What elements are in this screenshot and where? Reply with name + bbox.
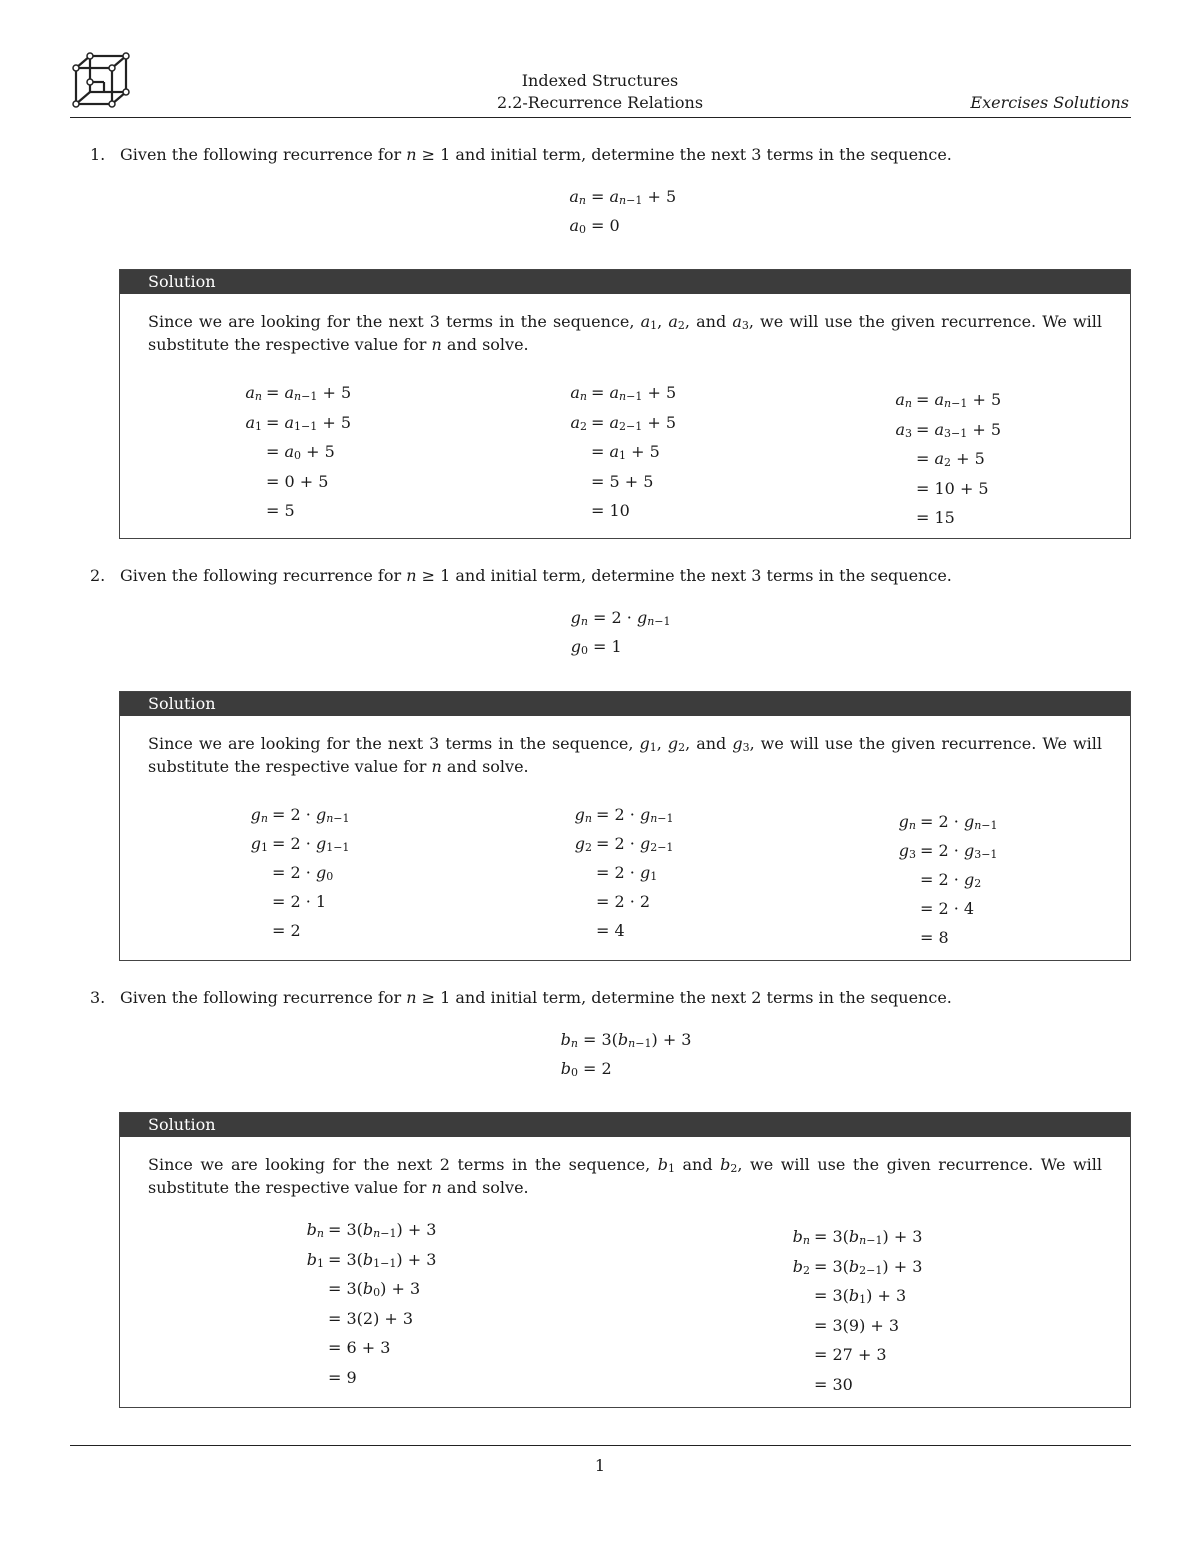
solution-column-1 [280,1215,436,1392]
equation-line [862,807,998,836]
equation-lhs: $a_n$ [245,383,262,403]
equation-lhs [858,474,912,504]
equation-lhs: $g_n$ [250,805,268,825]
equation-lhs [538,887,592,916]
equation-line [214,887,350,916]
solution-text: Since we are looking for the next 3 terms in the sequence, $a_1$, $a_2$, and $a_3$, we will use the given recurrence. We will substitute the respective value for n and solve. [148,312,1103,354]
solution-column-3 [858,385,1001,533]
header-right: Exercises Solutions [970,93,1129,112]
equation-lhs: $b_n$ [306,1220,324,1240]
equation-line [538,858,674,887]
equation-rhs: = $2 \cdot g_0$ [272,863,334,883]
equation-rhs: = $a_{n-1} + 5$ [591,187,677,207]
equation-rhs: = 0 [591,216,620,235]
equation-rhs: = $2 \cdot g_{n-1}$ [593,608,671,628]
solution-column-2 [538,800,674,945]
equation-line [520,1054,691,1083]
solution-column-2 [533,378,676,526]
equation-rhs: = $a_{2-1} + 5$ [591,412,677,433]
equation-rhs: = $3(b_0) + 3$ [328,1279,421,1299]
equation-rhs: = $a_{1-1} + 5$ [266,412,352,433]
equation-rhs: = $3(b_1) + 3$ [814,1286,907,1306]
equation-lhs: $a_1$ [245,412,262,433]
equation-lhs: $g_n$ [898,812,916,832]
equation-lhs: $g_n$ [574,805,592,825]
equation-lhs [533,467,587,497]
equation-lhs: $b_1$ [306,1249,324,1270]
equation-line [858,474,1001,504]
equation-line [280,1274,436,1304]
equation-rhs: = $2 \cdot g_1$ [596,863,658,883]
equation-line [538,916,674,945]
equation-rhs: = 2 · 4 [920,899,975,918]
equation-rhs: = $3(b_{n-1}) + 3$ [583,1030,692,1050]
equation-line [280,1245,436,1275]
equation-lhs [214,916,268,945]
equation-line [766,1222,922,1252]
equation-rhs: = $a_2 + 5$ [916,449,985,469]
equation-rhs: = $3(b_{1-1}) + 3$ [328,1249,437,1270]
equation-rhs: = $a_0 + 5$ [266,442,335,462]
page-number: 1 [594,1456,606,1475]
equation-line [862,836,998,865]
equation-lhs [280,1304,324,1334]
equation-lhs [766,1340,810,1370]
equation-lhs: $a_n$ [895,390,912,410]
equation-rhs: = $a_{n-1} + 5$ [591,383,677,403]
equation-line [858,415,1001,445]
problem-3-solution-box [119,1112,1131,1408]
equation-line [766,1281,922,1311]
cube-logo-icon [72,52,130,110]
header-title: Indexed Structures [521,71,679,90]
equation-rhs: = 5 [266,501,295,520]
equation-rhs: = 3(9) + 3 [814,1315,900,1335]
equation-rhs: = 2 [583,1059,612,1078]
equation-lhs: $a_0$ [569,216,586,236]
header-subtitle: 2.2-Recurrence Relations [496,93,704,112]
equation-rhs: = $a_1 + 5$ [591,442,660,462]
equation-lhs [766,1370,810,1400]
problem-1-solution-box [119,269,1131,539]
equation-line [858,444,1001,474]
equation-rhs: = $a_{3-1} + 5$ [916,419,1002,440]
equation-line [766,1311,922,1341]
equation-line [766,1340,922,1370]
equation-rhs: = 8 [920,928,949,947]
equation-lhs [538,858,592,887]
equation-rhs: = 10 [591,501,630,520]
equation-line [862,865,998,894]
equation-lhs [862,923,916,952]
equation-line [533,408,676,438]
equation-lhs [862,865,916,894]
equation-line [214,829,350,858]
equation-line [208,467,351,497]
equation-rhs: = 2 · 2 [596,892,651,911]
equation-lhs [858,444,912,474]
equation-rhs: = 15 [916,508,955,527]
equation-line [766,1370,922,1400]
equation-line [533,378,676,408]
equation-line [214,858,350,887]
equation-lhs: $a_3$ [895,419,912,440]
equation-lhs [280,1333,324,1363]
equation-line [520,1025,691,1054]
equation-line [530,632,671,661]
solution-label: Solution [120,1113,1130,1137]
equation-line [858,503,1001,533]
equation-rhs: = $2 \cdot g_{n-1}$ [920,812,998,832]
problem-3-given [520,1025,691,1083]
equation-line [538,829,674,858]
problem-1-prompt: 1. Given the following recurrence for n ≥ 1 and initial term, determine the next 3 terms in the sequence. [90,145,952,164]
equation-rhs: = 5 + 5 [591,471,654,491]
equation-line [280,1363,436,1393]
equation-line [766,1252,922,1282]
equation-lhs [208,437,262,467]
equation-rhs: = 27 + 3 [814,1345,887,1364]
solution-text: Since we are looking for the next 2 terms in the sequence, $b_1$ and $b_2$, we will use the given recurrence. We will substitute the respective value for n and solve. [148,1155,1102,1197]
equation-lhs [766,1281,810,1311]
equation-line [533,437,676,467]
equation-rhs: = $3(b_{2-1}) + 3$ [814,1256,923,1277]
equation-rhs: = $3(b_{n-1}) + 3$ [814,1227,923,1247]
equation-lhs: $b_2$ [792,1256,810,1277]
equation-line [858,385,1001,415]
equation-rhs: = $a_{n-1} + 5$ [916,390,1002,410]
equation-line [214,800,350,829]
equation-lhs: $a_2$ [570,412,587,433]
equation-rhs: = $2 \cdot g_{n-1}$ [596,805,674,825]
equation-rhs: = 0 + 5 [266,471,329,491]
equation-line [280,1304,436,1334]
equation-lhs [766,1311,810,1341]
equation-rhs: = 30 [814,1374,853,1394]
problem-2-prompt: 2. Given the following recurrence for n ≥ 1 and initial term, determine the next 3 terms in the sequence. [90,566,952,585]
problem-3-prompt: 3. Given the following recurrence for n ≥ 1 and initial term, determine the next 2 terms in the sequence. [90,988,952,1007]
footer-rule [70,1445,1131,1446]
equation-lhs [208,496,262,526]
equation-rhs: = $2 \cdot g_{1-1}$ [272,834,350,854]
equation-rhs: = 6 + 3 [328,1338,391,1357]
equation-rhs: = $3(b_{n-1}) + 3$ [328,1220,437,1240]
equation-lhs [214,887,268,916]
equation-rhs: = 2 [272,921,301,940]
solution-column-1 [208,378,351,526]
equation-line [280,1333,436,1363]
solution-column-1 [214,800,350,945]
equation-line [214,916,350,945]
solution-column-2 [766,1222,922,1399]
solution-text: Since we are looking for the next 3 terms in the sequence, $g_1$, $g_2$, and $g_3$, we will use the given recurrence. We will substitute the respective value for n and solve. [148,734,1103,776]
equation-rhs: = 9 [328,1367,357,1387]
equation-rhs: = 2 · 1 [272,892,327,911]
equation-rhs: = 3(2) + 3 [328,1308,414,1328]
equation-line [862,894,998,923]
equation-line [208,496,351,526]
equation-rhs: = 1 [593,637,622,656]
solution-label: Solution [120,270,1130,294]
equation-lhs [214,858,268,887]
equation-lhs [538,916,592,945]
equation-line [208,378,351,408]
problem-2-given [530,603,671,661]
equation-line [528,182,676,211]
equation-lhs: $b_n$ [560,1030,578,1050]
equation-lhs: $g_0$ [570,637,588,657]
equation-lhs [208,467,262,497]
equation-rhs: = $a_{n-1} + 5$ [266,383,352,403]
problem-1-given [528,182,676,240]
equation-rhs: = $2 \cdot g_2$ [920,870,982,890]
equation-lhs [280,1274,324,1304]
equation-rhs: = $2 \cdot g_{2-1}$ [596,834,674,854]
equation-lhs [862,894,916,923]
solution-column-3 [862,807,998,952]
equation-line [208,437,351,467]
equation-line [862,923,998,952]
equation-line [533,467,676,497]
equation-lhs: $b_n$ [792,1227,810,1247]
equation-line [533,496,676,526]
equation-line [528,211,676,240]
equation-lhs [858,503,912,533]
equation-lhs [280,1363,324,1393]
problem-2-solution-box [119,691,1131,961]
header-rule [70,117,1131,118]
equation-rhs: = 10 + 5 [916,478,989,498]
equation-lhs: $a_n$ [570,383,587,403]
equation-lhs: $b_0$ [560,1059,578,1079]
equation-line [280,1215,436,1245]
equation-line [538,800,674,829]
equation-lhs: $a_n$ [569,187,586,207]
solution-label: Solution [120,692,1130,716]
equation-lhs [533,496,587,526]
equation-lhs: $g_2$ [574,834,592,854]
equation-lhs: $g_1$ [250,834,268,854]
equation-lhs: $g_3$ [898,841,916,861]
equation-line [208,408,351,438]
equation-rhs: = $2 \cdot g_{3-1}$ [920,841,998,861]
equation-lhs [533,437,587,467]
equation-line [530,603,671,632]
equation-rhs: = 4 [596,921,625,940]
equation-rhs: = $2 \cdot g_{n-1}$ [272,805,350,825]
equation-lhs: $g_n$ [570,608,588,628]
equation-line [538,887,674,916]
